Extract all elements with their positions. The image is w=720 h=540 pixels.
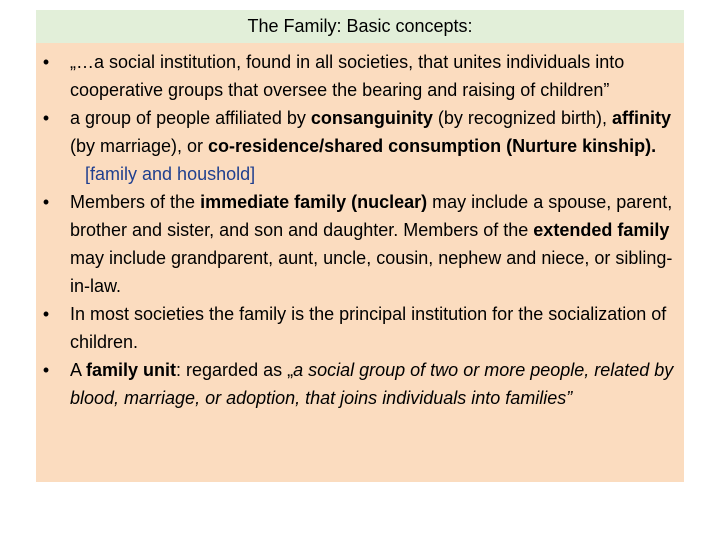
term-extended-family: extended family (533, 220, 670, 240)
bullet-item-affiliation (36, 104, 676, 188)
affiliation-text: (by recognized birth), (432, 108, 612, 128)
family-unit-quote: a social group of two or more people, related by blood, marriage, or adoption, that joins individuals into families” (70, 360, 674, 408)
members-text: Members of the (70, 192, 201, 212)
members-text: may include a spouse, parent, brother and sister, and son and daughter. Members of the (70, 192, 673, 240)
family-household-note: [family and houshold] (85, 164, 256, 184)
bullet-dot-icon: • (42, 108, 50, 128)
term-immediate-family: immediate family (nuclear) (200, 192, 428, 212)
bullet-dot-icon: • (42, 360, 50, 380)
bullet-item-socialization (36, 300, 676, 356)
definition-quote: „…a social institution, found in all societies, that unites individuals into cooperative groups that oversee the bearing and raising of children” (70, 52, 625, 100)
socialization-text: In most societies the family is the principal institution for the socialization of children. (70, 304, 667, 352)
bullet-dot-icon: • (42, 192, 50, 212)
bullet-dot-icon: • (42, 52, 50, 72)
family-unit-text: : regarded as „ (176, 360, 294, 380)
affiliation-text: a group of people affiliated by (70, 108, 311, 128)
term-co-residence: co-residence/shared consumption (Nurture kinship). (208, 136, 657, 156)
bullet-dot-icon: • (42, 304, 50, 324)
bullet-list (36, 48, 676, 412)
term-affinity: affinity (611, 108, 671, 128)
term-family-unit: family unit (86, 360, 177, 380)
bullet-item-family-unit (36, 356, 676, 412)
bullet-item-definition (36, 48, 676, 104)
members-text: may include grandparent, aunt, uncle, cousin, nephew and niece, or sibling-in-law. (70, 248, 673, 296)
slide-title: The Family: Basic concepts: (247, 16, 473, 36)
family-unit-text: A (70, 360, 87, 380)
term-consanguinity: consanguinity (310, 108, 433, 128)
affiliation-text: (by marriage), or (70, 136, 209, 156)
spacer (70, 164, 85, 184)
bullet-item-members (36, 188, 676, 300)
